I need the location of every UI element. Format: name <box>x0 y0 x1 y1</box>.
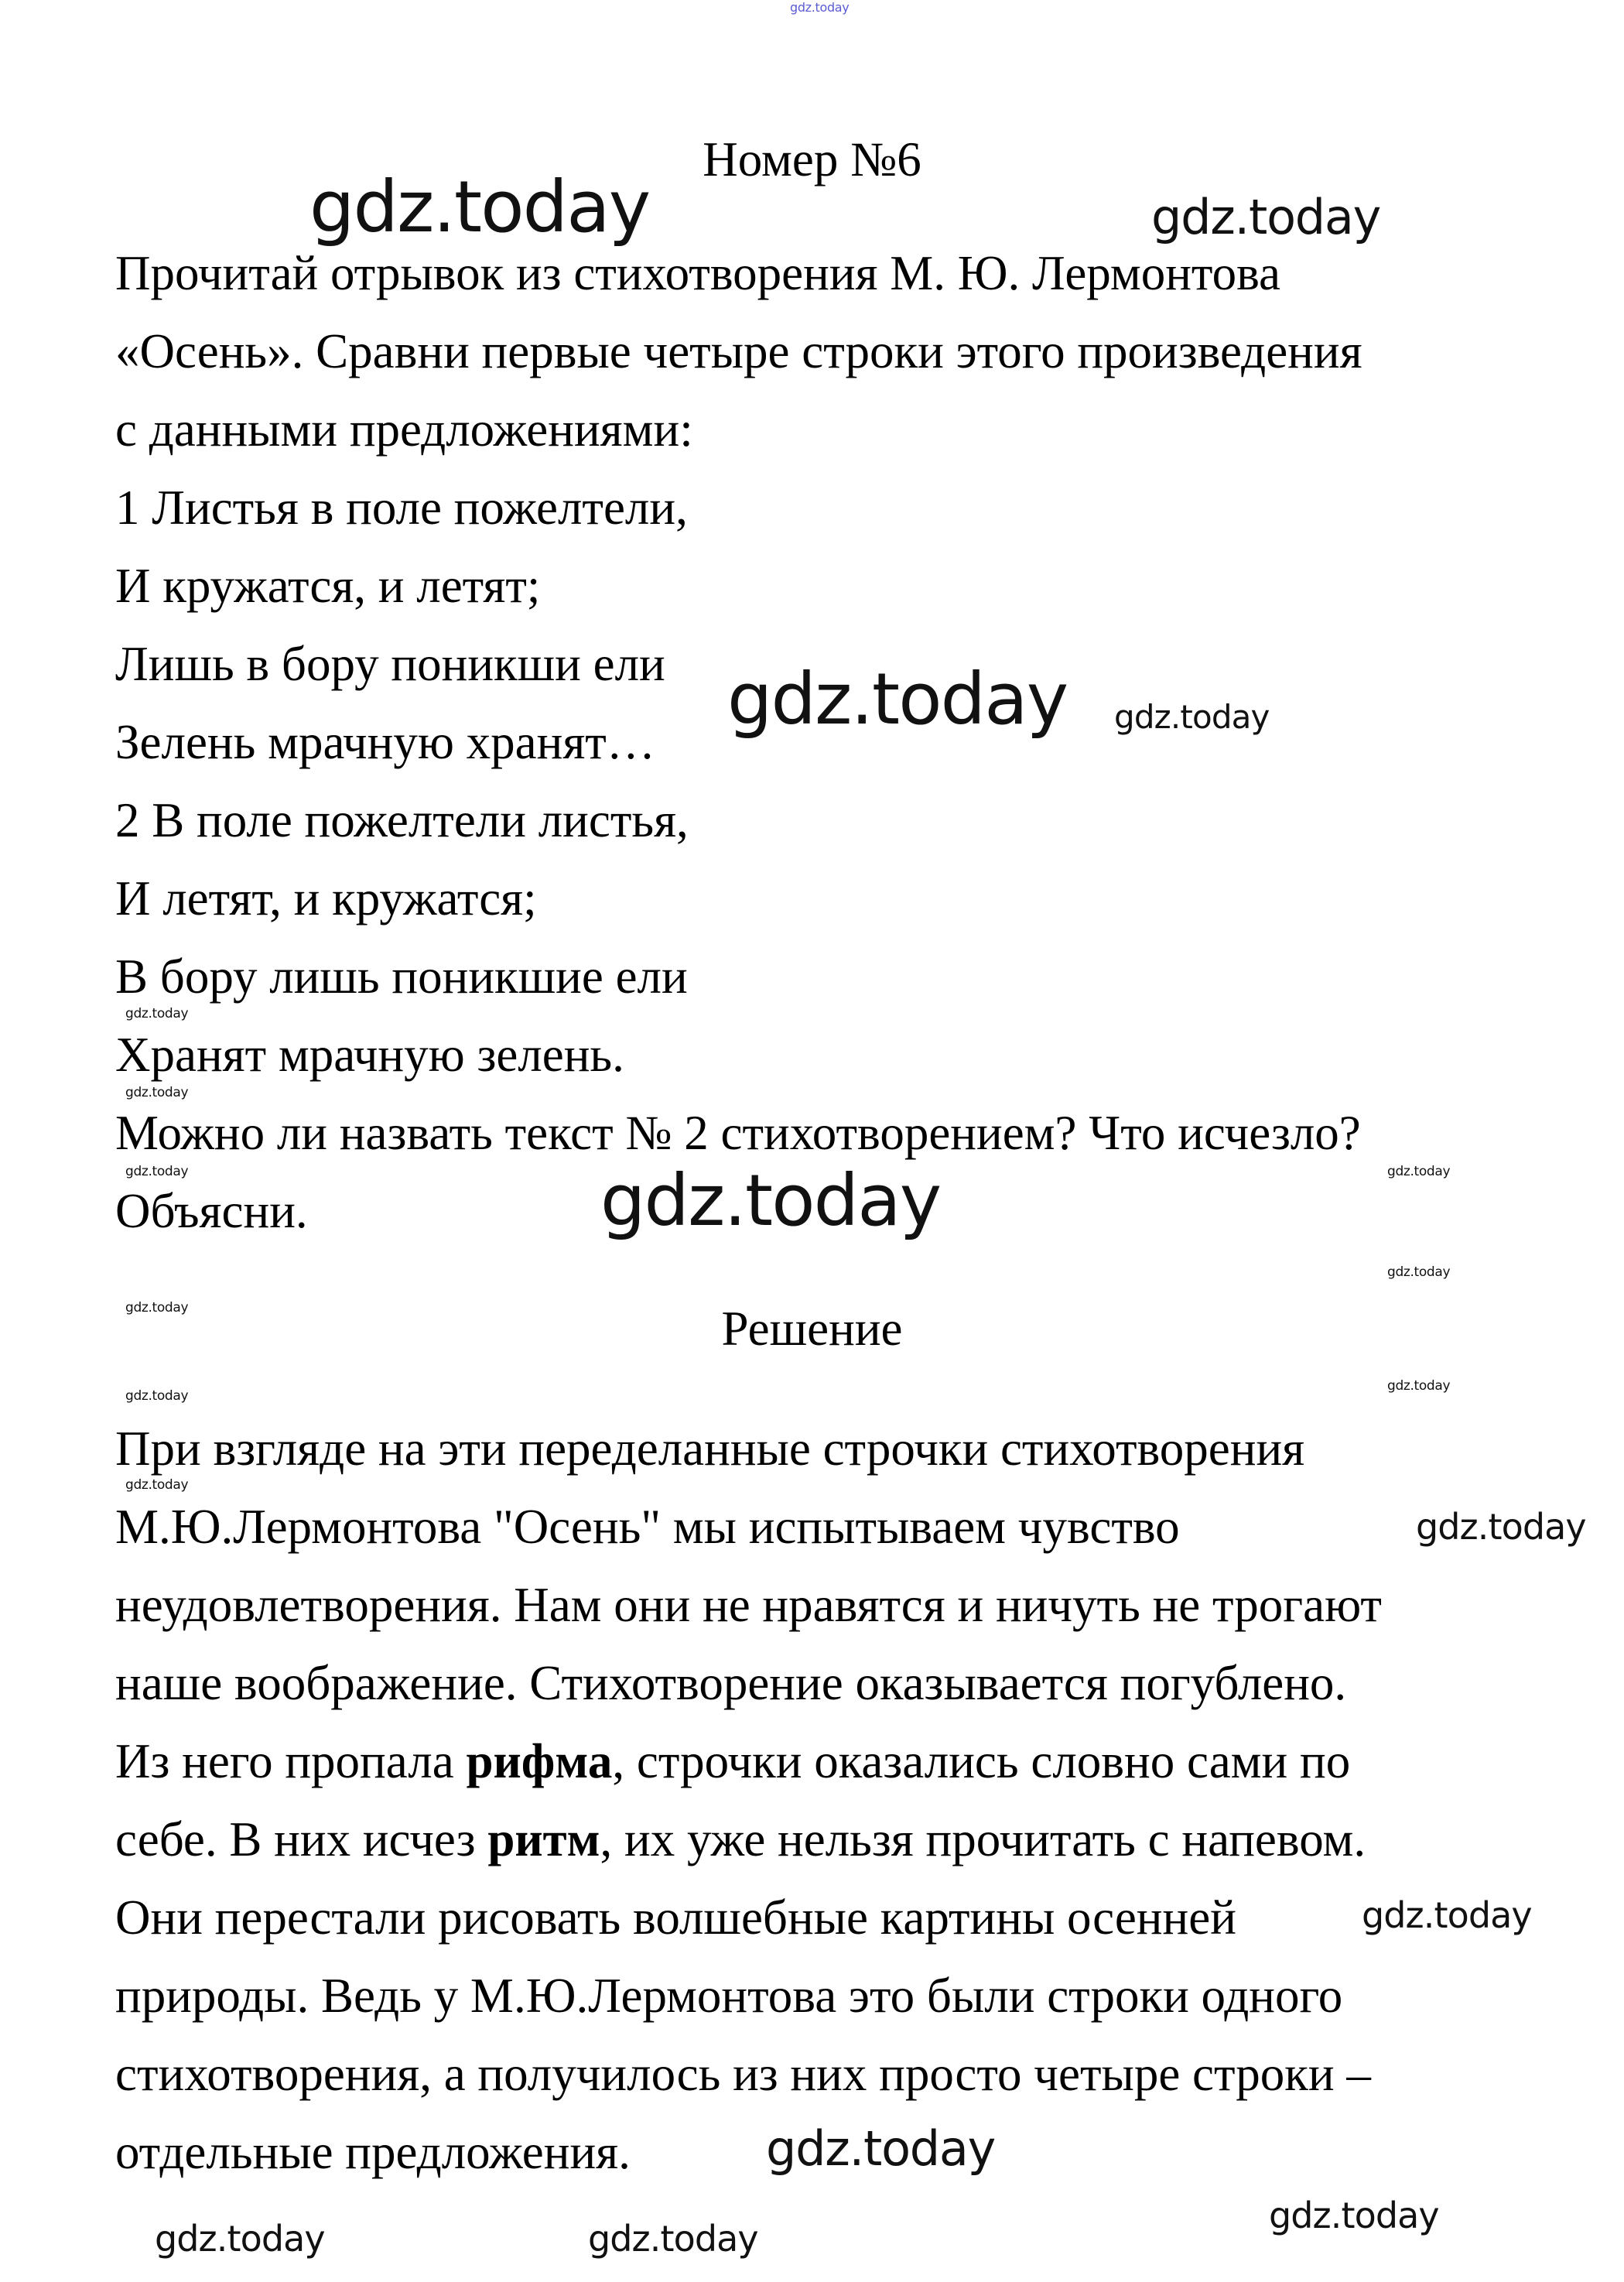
solution-line: стихотворения, а получилось из них просто четыре строки – <box>115 2047 1371 2101</box>
watermark: gdz.today <box>309 166 650 248</box>
text-segment: , строчки оказались словно сами по <box>612 1734 1351 1788</box>
task-line: И кружатся, и летят; <box>115 559 541 613</box>
watermark: gdz.today <box>125 1164 189 1179</box>
solution-line: М.Ю.Лермонтова "Осень" мы испытываем чувство <box>115 1500 1180 1554</box>
solution-line: неудовлетворения. Нам они не нравятся и ничуть не трогают <box>115 1578 1382 1632</box>
watermark: gdz.today <box>1387 1378 1451 1394</box>
solution-line <box>115 1733 1350 1789</box>
task-line: «Осень». Сравни первые четыре строки этого произведения <box>115 324 1362 378</box>
watermark: gdz.today <box>588 2218 758 2260</box>
watermark: gdz.today <box>1362 1894 1532 1936</box>
watermark: gdz.today <box>125 1300 189 1315</box>
task-line: Объясни. <box>115 1184 308 1238</box>
task-line: с данными предложениями: <box>115 402 693 457</box>
watermark: gdz.today <box>1387 1164 1451 1179</box>
solution-line: отдельные предложения. <box>115 2125 631 2179</box>
task-line: Прочитай отрывок из стихотворения М. Ю. Лермонтова <box>115 246 1281 300</box>
bold-term: ритм <box>487 1812 600 1866</box>
solution-title: Решение <box>721 1302 903 1356</box>
watermark: gdz.today <box>125 1085 189 1100</box>
watermark: gdz.today <box>1269 2195 1439 2236</box>
task-line: 1 Листья в поле пожелтели, <box>115 481 688 535</box>
solution-line: При взгляде на эти переделанные строчки стихотворения <box>115 1422 1305 1476</box>
solution-line: наше воображение. Стихотворение оказывается погублено. <box>115 1656 1347 1710</box>
task-line: 2 В поле пожелтели листья, <box>115 793 689 847</box>
watermark: gdz.today <box>600 1159 941 1242</box>
watermark: gdz.today <box>1416 1506 1586 1548</box>
task-line: Хранят мрачную зелень. <box>115 1028 624 1082</box>
watermark: gdz.today <box>125 1006 189 1021</box>
task-line: Можно ли назвать текст № 2 стихотворением? Что исчезло? <box>115 1106 1361 1160</box>
task-line: И летят, и кружатся; <box>115 871 537 925</box>
solution-line: природы. Ведь у М.Ю.Лермонтова это были строки одного <box>115 1969 1343 2023</box>
watermark: gdz.today <box>1151 189 1381 245</box>
watermark: gdz.today <box>155 2218 325 2260</box>
text-segment: Из него пропала <box>115 1734 467 1788</box>
text-segment: , их уже нельзя прочитать с напевом. <box>600 1812 1366 1866</box>
task-line: В бору лишь поникшие ели <box>115 949 688 1004</box>
solution-line <box>115 1812 1366 1867</box>
solution-line: Они перестали рисовать волшебные картины осенней <box>115 1890 1236 1945</box>
watermark: gdz.today <box>1387 1264 1451 1280</box>
text-segment: себе. В них исчез <box>115 1812 488 1866</box>
watermark: gdz.today <box>1114 698 1270 736</box>
watermark: gdz.today <box>790 0 850 15</box>
watermark: gdz.today <box>766 2120 996 2177</box>
watermark: gdz.today <box>727 658 1068 741</box>
watermark: gdz.today <box>125 1477 189 1493</box>
task-line: Лишь в бору поникши ели <box>115 637 665 691</box>
task-line: Зелень мрачную хранят… <box>115 715 655 769</box>
task-title: Номер №6 <box>703 132 921 186</box>
bold-term: рифма <box>466 1734 613 1788</box>
watermark: gdz.today <box>125 1388 189 1404</box>
